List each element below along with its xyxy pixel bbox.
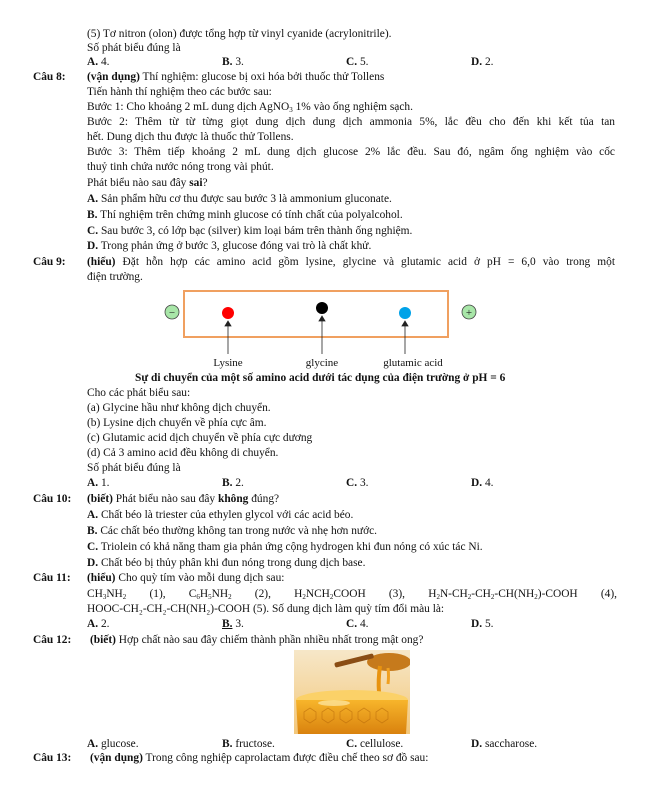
option-d[interactable]: [471, 618, 493, 631]
difficulty-tag: (hiểu): [87, 572, 116, 584]
question-stem: [87, 493, 279, 506]
option-key: A.: [87, 56, 99, 68]
statement-a: (a) Glycine hầu như không dịch chuyển.: [87, 402, 271, 414]
glutamic-dot: [399, 307, 411, 319]
option-a[interactable]: [87, 56, 109, 69]
option-key: D.: [471, 738, 483, 750]
option-text: Trong phản ứng ở bước 3, glucose đóng vai trò là chất khử.: [100, 240, 372, 252]
step-3-line-1: Bước 3: Thêm tiếp khoảng 2 mL dung dịch glucose 2% lắc đều. Sau đó, ngâm ống nghiệm vào cốc: [87, 146, 615, 158]
option-a[interactable]: A. Sản phẩm hữu cơ thu được sau bước 3 là ammonium gluconate.: [87, 193, 392, 205]
question-stem: [87, 572, 284, 585]
ask-mark: ?: [202, 177, 208, 189]
option-text: Các chất béo thường không tan trong nước và nhẹ hơn nước.: [100, 525, 378, 537]
difficulty-tag: (vận dụng): [87, 71, 140, 83]
option-text: 2.: [235, 477, 244, 489]
number-1: (1),: [149, 588, 166, 600]
option-c[interactable]: [346, 477, 368, 490]
option-text: 3.: [235, 618, 244, 630]
option-text: Chất béo bị thủy phân khi đun nóng trong dung dịch base.: [100, 557, 366, 569]
option-text: Triolein có khả năng tham gia phản ứng cộng hydrogen khi đun nóng có xúc tác Ni.: [100, 541, 483, 553]
option-text: 4.: [100, 56, 110, 68]
option-d[interactable]: [471, 56, 493, 69]
option-key: C.: [346, 56, 358, 68]
option-text: 5.: [484, 618, 494, 630]
option-key: A.: [87, 618, 99, 630]
option-key: A.: [87, 738, 99, 750]
statement-5: (5) Tơ nitron (olon) được tổng hợp từ vinyl cyanide (acrylonitrile).: [87, 28, 392, 40]
option-key: A.: [87, 477, 99, 489]
glycine-label: glycine: [305, 357, 339, 369]
option-text: cellulose.: [359, 738, 404, 750]
step-2-line-2: hết. Dung dịch thu được là thuốc thử Tollens.: [87, 131, 294, 143]
difficulty-tag: (biết): [90, 634, 116, 646]
option-text: 2.: [484, 56, 494, 68]
question-label: Câu 13:: [33, 752, 72, 764]
question-text: Trong công nghiệp caprolactam được điều chế theo sơ đồ sau:: [145, 752, 429, 764]
option-key: B.: [222, 56, 233, 68]
question-text-end: đúng?: [248, 493, 280, 505]
question-text: Phát biểu nào sau đây: [115, 493, 218, 505]
option-a[interactable]: [87, 738, 139, 751]
ask-emphasis: sai: [189, 177, 203, 189]
option-text: 4.: [359, 618, 369, 630]
option-text: 1.: [100, 477, 110, 489]
procedure-intro: Tiến hành thí nghiệm theo các bước sau:: [87, 86, 272, 98]
question-stem: [90, 752, 428, 765]
compound-1: $CH_3NH_2$: [87, 588, 127, 601]
option-c[interactable]: [346, 618, 368, 631]
option-c[interactable]: C. Sau bước 3, có lớp bạc (silver) kim loại bám trên thành ống nghiệm.: [87, 225, 413, 237]
difficulty-tag: (vận dụng): [90, 752, 143, 764]
question-stem: [87, 256, 615, 269]
option-key: B.: [222, 618, 233, 630]
step-2-line-1: Bước 2: Thêm từ từ từng giọt dung dịch dung dịch ammonia 5%, lắc đều cho đến khi kết tủa tan: [87, 116, 615, 128]
question-text: Đặt hỗn hợp các amino acid gồm lysine, glycine và glutamic acid ở pH = 6,0 vào trong một: [122, 256, 615, 268]
option-b[interactable]: [222, 618, 244, 631]
step-3-line-2: thuỷ tinh chứa nước nóng trong vài phút.: [87, 161, 274, 173]
option-key: C.: [346, 477, 358, 489]
compound-3: $H_2NCH_2COOH$: [294, 588, 366, 601]
difficulty-tag: (biết): [87, 493, 113, 505]
number-2: (2),: [254, 588, 271, 600]
question-text: Cho quỳ tím vào mỗi dung dịch sau:: [118, 572, 285, 584]
question-title: Thí nghiệm: glucose bị oxi hóa bởi thuốc thử Tollens: [142, 71, 385, 83]
option-b[interactable]: [222, 477, 244, 490]
option-d[interactable]: D. Trong phản ứng ở bước 3, glucose đóng vai trò là chất khử.: [87, 240, 372, 252]
negative-electrode: [165, 305, 179, 319]
option-d[interactable]: [471, 477, 493, 490]
option-key: D.: [471, 56, 483, 68]
number-3: (3),: [388, 588, 406, 600]
difficulty-tag: (hiểu): [87, 256, 116, 268]
statement-d: (d) Cả 3 amino acid đều không di chuyển.: [87, 447, 279, 459]
compound-2: $C_6H_5NH_2$: [188, 588, 232, 601]
compound-list: [87, 588, 617, 601]
statements-intro: Cho các phát biểu sau:: [87, 387, 191, 399]
option-key: D.: [471, 618, 483, 630]
question-stem-line-2: điện trường.: [87, 271, 143, 283]
option-d[interactable]: [471, 738, 537, 751]
option-a[interactable]: [87, 618, 109, 631]
question-label: Câu 8:: [33, 71, 66, 83]
option-text: 4.: [484, 477, 494, 489]
question-stem: [90, 634, 423, 647]
glycine-dot: [316, 302, 328, 314]
plus-sign: +: [465, 307, 473, 319]
statement-b: (b) Lysine dịch chuyển về phía cực âm.: [87, 417, 267, 429]
option-text: 3.: [359, 477, 369, 489]
question-prompt: Số phát biểu đúng là: [87, 42, 181, 54]
option-d[interactable]: D. Chất béo bị thủy phân khi đun nóng trong dung dịch base.: [87, 557, 366, 569]
ask-text: Phát biểu nào sau đây: [87, 177, 190, 189]
option-b[interactable]: [222, 56, 244, 69]
option-text: saccharose.: [484, 738, 538, 750]
option-text: Sau bước 3, có lớp bạc (silver) kim loại bám trên thành ống nghiệm.: [100, 225, 413, 237]
question-prompt: Số phát biểu đúng là: [87, 462, 181, 474]
question-stem: [87, 71, 384, 84]
question-ask: [87, 177, 208, 190]
option-key: D.: [471, 477, 483, 489]
step-1-text-end: 1% vào ống nghiệm sạch.: [292, 101, 413, 113]
option-text: Sản phẩm hữu cơ thu được sau bước 3 là ammonium gluconate.: [100, 193, 392, 205]
question-label: Câu 12:: [33, 634, 72, 646]
minus-sign: −: [168, 307, 176, 319]
option-a[interactable]: A. Chất béo là triester của ethylen glycol với các acid béo.: [87, 509, 354, 521]
lysine-dot: [222, 307, 234, 319]
question-label: Câu 11:: [33, 572, 71, 584]
option-text: Chất béo là triester của ethylen glycol với các acid béo.: [100, 509, 354, 521]
question-emphasis: không: [217, 493, 249, 505]
option-text: 5.: [359, 56, 369, 68]
statement-c: (c) Glutamic acid dịch chuyển về phía cực dương: [87, 432, 313, 444]
compound-4: $H_2N-CH_2-CH_2-CH(NH_2)$-COOH: [428, 588, 578, 601]
option-text: fructose.: [235, 738, 275, 750]
honey-image: [294, 650, 410, 734]
option-text: 2.: [100, 618, 110, 630]
label-arrows: [225, 316, 408, 354]
option-key: C.: [346, 618, 358, 630]
compound-list-line-2: HOOC-CH₂-CH₂-CH(NH₂)-COOH (5). Số dung dịch làm quỳ tím đổi màu là:: [87, 603, 445, 615]
option-text: Thí nghiệm trên chứng minh glucose có tính chất của polyalcohol.: [100, 209, 403, 221]
step-1: [87, 101, 413, 114]
option-key: C.: [346, 738, 358, 750]
option-key: B.: [222, 738, 233, 750]
glutamic-label: glutamic acid: [383, 357, 443, 369]
option-text: 3.: [235, 56, 244, 68]
lysine-label: Lysine: [213, 357, 243, 369]
option-b[interactable]: B. Thí nghiệm trên chứng minh glucose có tính chất của polyalcohol.: [87, 209, 403, 221]
number-4: (4),: [600, 588, 617, 600]
option-key: B.: [222, 477, 233, 489]
step-1-text: Bước 1: Cho khoảng 2 mL dung dịch AgNO: [87, 101, 290, 113]
option-text: glucose.: [100, 738, 139, 750]
positive-electrode: [462, 305, 476, 319]
option-c[interactable]: [346, 738, 403, 751]
figure-caption: Sự di chuyển của một số amino acid dưới tác dụng của điện trường ở pH = 6: [135, 372, 506, 384]
electrophoresis-figure: [160, 286, 490, 372]
subscript: 3: [289, 106, 293, 114]
option-a[interactable]: [87, 477, 109, 490]
question-label: Câu 10:: [33, 493, 72, 505]
question-text: Hợp chất nào sau đây chiếm thành phần nhiều nhất trong mật ong?: [118, 634, 424, 646]
option-c[interactable]: [346, 56, 368, 69]
question-label: Câu 9:: [33, 256, 66, 268]
option-b[interactable]: B. Các chất béo thường không tan trong nước và nhẹ hơn nước.: [87, 525, 378, 537]
option-c[interactable]: C. Triolein có khả năng tham gia phản ứng cộng hydrogen khi đun nóng có xúc tác Ni.: [87, 541, 483, 553]
option-b[interactable]: [222, 738, 275, 751]
